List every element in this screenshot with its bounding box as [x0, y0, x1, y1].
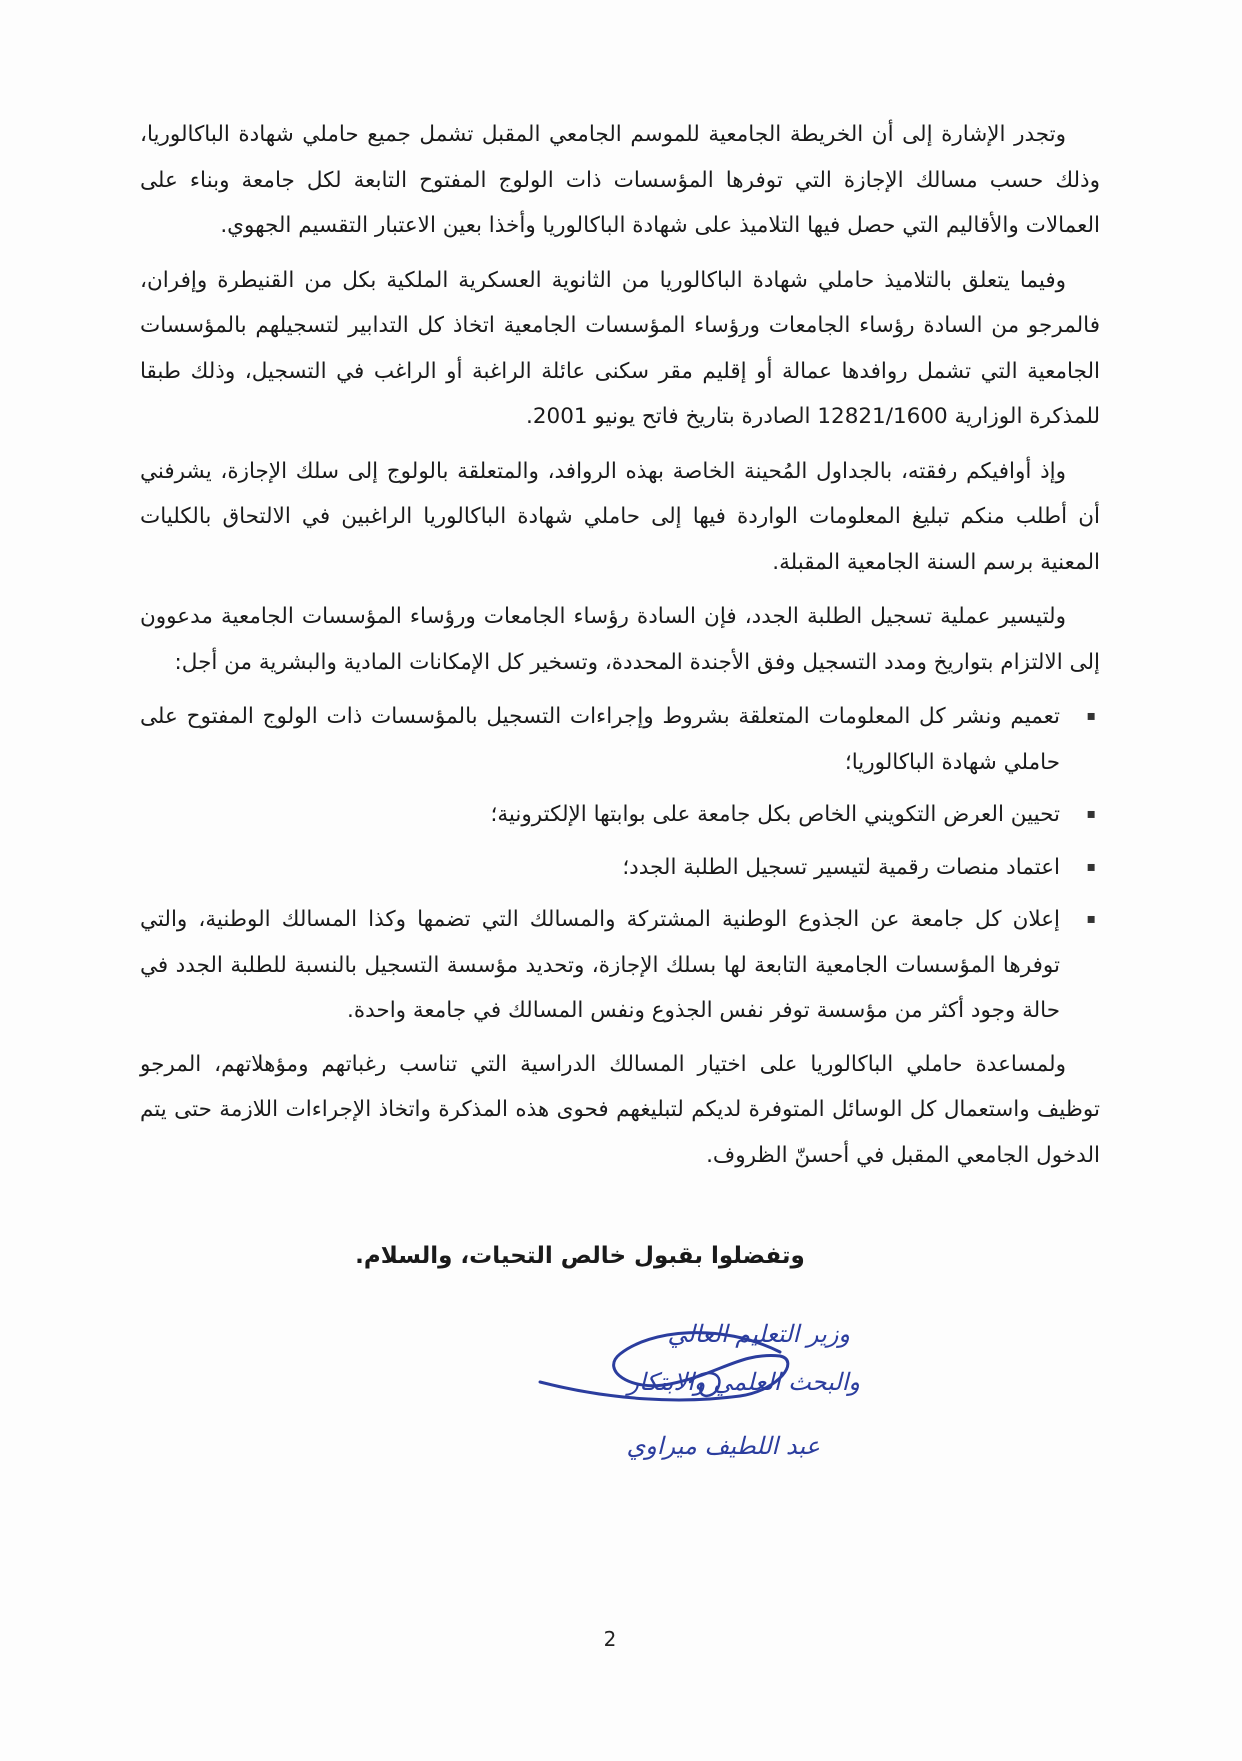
- list-item: [140, 845, 1096, 891]
- bullet-square-icon: ▪: [1086, 858, 1096, 875]
- list-item-text: تعميم ونشر كل المعلومات المتعلقة بشروط وإجراءات التسجيل بالمؤسسات ذات الولوج المفتوح على حاملي شهادة الباكالوريا؛: [140, 704, 1060, 775]
- measures-list: [140, 694, 1100, 1034]
- bullet-square-icon: ▪: [1086, 806, 1096, 822]
- signatory-title-line2: والبحث العلمي والابتكار: [627, 1368, 860, 1396]
- signatory-name: عبد اللطيف ميراوي: [626, 1432, 820, 1460]
- paragraph-2: وفيما يتعلق بالتلاميذ حاملي شهادة الباكالوريا من الثانوية العسكرية الملكية بكل من القنيطرة وإفران، فالمرجو من السادة رؤساء الجامعات ورؤساء المؤسسات الجامعية اتخاذ كل التدابير لتسجيلهم بالمؤسسات الجامعية التي تشمل روافدها عمالة أو إقليم مقر سكنى عائلة الراغبة أو الراغب في التسجيل، وذلك طبقا للمذكرة الوزارية 12821/1600 الصادرة بتاريخ فاتح يونيو 2001.: [140, 267, 1100, 429]
- final-paragraph: ولمساعدة حاملي الباكالوريا على اختيار المسالك الدراسية التي تناسب رغباتهم ومؤهلاتهم، المرجو توظيف واستعمال كل الوسائل المتوفرة لديكم لتبليغهم فحوى هذه المذكرة واتخاذ الإجراءات اللازمة حتى يتم الدخول الجامعي المقبل في أحسنّ الظروف.: [140, 1051, 1100, 1168]
- closing-salutation: وتفضلوا بقبول خالص التحيات، والسلام.: [355, 1243, 805, 1269]
- bullet-square-icon: ▪: [1086, 708, 1096, 724]
- signatory-title-line1: وزير التعليم العالي: [667, 1320, 850, 1348]
- bullet-square-icon: ▪: [1086, 911, 1096, 927]
- page-number: 2: [603, 1627, 617, 1651]
- list-item: [140, 897, 1096, 1034]
- list-item: [140, 792, 1096, 838]
- list-item-text: إعلان كل جامعة عن الجذوع الوطنية المشتركة والمسالك التي تضمها وكذا المسالك الوطنية، والتي توفرها المؤسسات الجامعية التابعة لها بسلك الإجازة، وتحديد مؤسسة التسجيل بالنسبة للطلبة الجدد في حالة وجود أكثر من مؤسسة توفر نفس الجذوع ونفس المسالك في جامعة واحدة.: [140, 907, 1060, 1023]
- list-item-text: تحيين العرض التكويني الخاص بكل جامعة على بوابتها الإلكترونية؛: [490, 802, 1060, 827]
- list-item-text: اعتماد منصات رقمية لتيسير تسجيل الطلبة الجدد؛: [622, 854, 1060, 880]
- paragraph-4: ولتيسير عملية تسجيل الطلبة الجدد، فإن السادة رؤساء الجامعات ورؤساء المؤسسات الجامعية مدعوون إلى الالتزام بتواريخ ومدد التسجيل وفق الأجندة المحددة، وتسخير كل الإمكانات المادية والبشرية من أجل:: [140, 604, 1100, 675]
- letter-body: [140, 112, 1100, 1187]
- list-item: [140, 694, 1096, 785]
- paragraph-3: وإذ أوافيكم رفقته، بالجداول المُحينة الخاصة بهذه الروافد، والمتعلقة بالولوج إلى سلك الإجازة، يشرفني أن أطلب منكم تبليغ المعلومات الواردة فيها إلى حاملي شهادة الباكالوريا الراغبين في الالتحاق بالكليات المعنية برسم السنة الجامعية المقبلة.: [140, 458, 1100, 575]
- paragraph-1: وتجدر الإشارة إلى أن الخريطة الجامعية للموسم الجامعي المقبل تشمل جميع حاملي شهادة الباكالوريا، وذلك حسب مسالك الإجازة التي توفرها المؤسسات ذات الولوج المفتوح التابعة لكل جامعة وبناء على العمالات والأقاليم التي حصل فيها التلاميذ على شهادة الباكالوريا وأخذا بعين الاعتبار التقسيم الجهوي.: [140, 122, 1100, 238]
- signature-block: [480, 1312, 860, 1482]
